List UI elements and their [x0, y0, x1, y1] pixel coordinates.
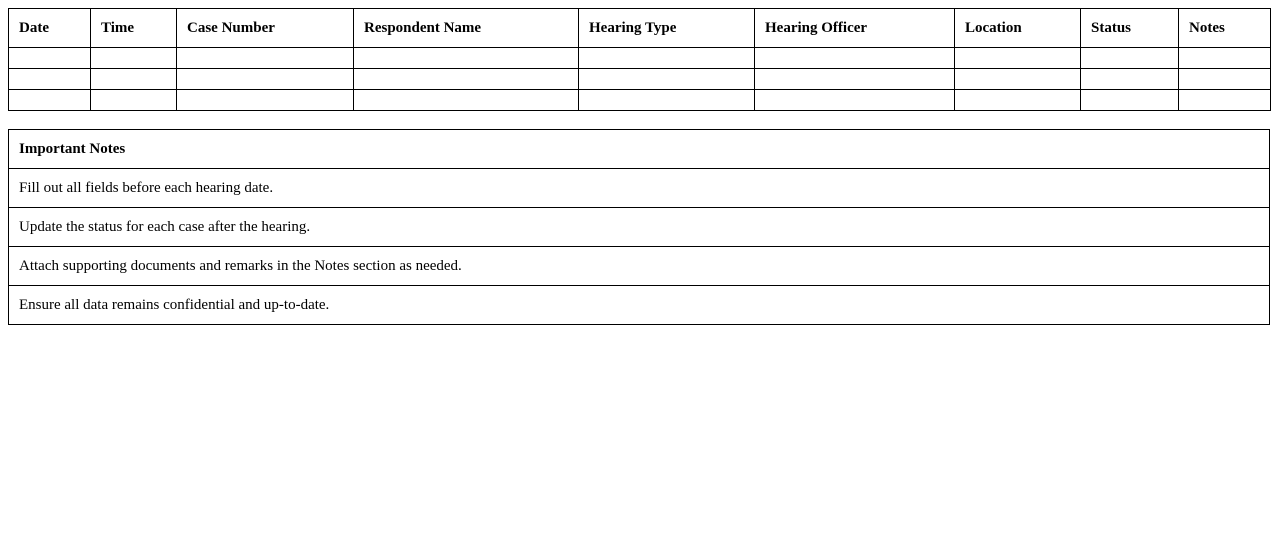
table-header-row — [9, 9, 1271, 48]
table-cell — [9, 90, 91, 111]
table-cell — [755, 90, 955, 111]
column-header-location: Location — [955, 9, 1081, 48]
table-cell — [1081, 90, 1179, 111]
notes-title: Important Notes — [9, 130, 1270, 169]
note-text: Fill out all fields before each hearing date. — [9, 169, 1270, 208]
column-header-date: Date — [9, 9, 91, 48]
table-cell — [91, 48, 177, 69]
table-cell — [1179, 48, 1271, 69]
table-cell — [1081, 48, 1179, 69]
table-cell — [354, 90, 579, 111]
list-item — [9, 286, 1270, 325]
table-cell — [579, 48, 755, 69]
table-cell — [579, 90, 755, 111]
column-header-hearing-type: Hearing Type — [579, 9, 755, 48]
column-header-respondent-name: Respondent Name — [354, 9, 579, 48]
note-text: Attach supporting documents and remarks in the Notes section as needed. — [9, 247, 1270, 286]
hearing-schedule-table — [8, 8, 1271, 111]
table-cell — [177, 90, 354, 111]
note-text: Update the status for each case after the hearing. — [9, 208, 1270, 247]
table-cell — [354, 69, 579, 90]
important-notes-table — [8, 129, 1270, 325]
table-row — [9, 48, 1271, 69]
table-cell — [354, 48, 579, 69]
table-row — [9, 69, 1271, 90]
table-cell — [955, 48, 1081, 69]
table-cell — [91, 90, 177, 111]
table-cell — [177, 48, 354, 69]
column-header-hearing-officer: Hearing Officer — [755, 9, 955, 48]
table-cell — [755, 69, 955, 90]
list-item — [9, 247, 1270, 286]
table-row — [9, 90, 1271, 111]
column-header-case-number: Case Number — [177, 9, 354, 48]
table-cell — [9, 48, 91, 69]
table-cell — [579, 69, 755, 90]
column-header-status: Status — [1081, 9, 1179, 48]
list-item — [9, 208, 1270, 247]
note-text: Ensure all data remains confidential and up-to-date. — [9, 286, 1270, 325]
table-cell — [9, 69, 91, 90]
table-cell — [91, 69, 177, 90]
table-cell — [1179, 90, 1271, 111]
notes-header-row — [9, 130, 1270, 169]
list-item — [9, 169, 1270, 208]
column-header-time: Time — [91, 9, 177, 48]
table-cell — [1179, 69, 1271, 90]
table-cell — [755, 48, 955, 69]
column-header-notes: Notes — [1179, 9, 1271, 48]
table-cell — [955, 90, 1081, 111]
table-cell — [1081, 69, 1179, 90]
table-cell — [177, 69, 354, 90]
table-cell — [955, 69, 1081, 90]
